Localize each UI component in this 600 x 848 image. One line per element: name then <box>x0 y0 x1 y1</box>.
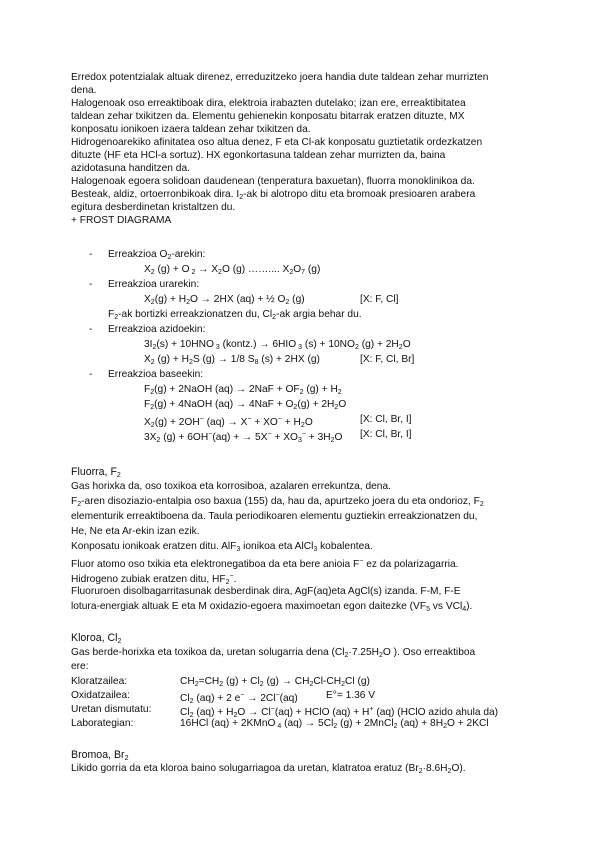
equation-water: $X_2(g) + H_2O \to 2HX$ (aq) + ½ $O_2$ (g) <box>144 294 305 306</box>
bromine-text: Likido gorria da eta kloroa baino solugarriagoa da uretan, klatratoa eratuz $(Br_2\cdot 8.6H_2O)$. <box>71 763 466 775</box>
intro-line: taldean zehar txikitzen da. Elementu gehienekin konposatu bitarrak eratzen dituzte, MX <box>71 111 465 122</box>
bullet-dash: - <box>89 369 93 380</box>
section-title-chlorine: Kloroa, $Cl_2$ <box>71 632 122 645</box>
potential-value: E°= 1.36 V <box>326 690 376 701</box>
equation-tag: [X: F, Cl, Br] <box>360 354 415 365</box>
fluorine-text: elementurik erreaktiboena da. Taula periodikoaren elementu guztiekin erreakzionatzen du, <box>71 511 478 522</box>
bullet-acids: Erreakzioa azidoekin: <box>108 324 206 335</box>
water-note: $F_2-ak$ bortizki erreakzionatzen du, $Cl_2-ak$ argia behar du. <box>108 309 362 321</box>
bullet-bases: Erreakzioa baseekin: <box>108 369 204 380</box>
fluorine-text: Fluor atomo oso txikia eta elektronegatiboa da eta bere anioia F− ez da polarizagarria. <box>71 558 459 570</box>
equation-oxygen: $X_2$ (g) + O $_2 \to X_2O$ (g) …….... $X_2O_7$ (g) <box>144 264 321 276</box>
fluorine-text: Hidrogeno zubiak eratzen ditu, $HF_2^-$. <box>71 573 237 586</box>
bullet-water: Erreakzioa urarekin: <box>108 279 200 290</box>
fluorine-text: Fluoruroen disolbagarritasunak desberdinak dira, AgF(aq)eta AgCl(s) izanda. F-M, F-E <box>71 586 461 597</box>
section-title-fluorine: Fluorra, $F_2$ <box>71 466 121 479</box>
fluorine-text: lotura-energiak altuak E eta M oxidazio-egoera maximoetan egon daitezke ($VF_5$ vs VCl$_4$). <box>71 601 473 613</box>
chlorine-reaction-label: Uretan dismutatu: <box>71 704 152 715</box>
equation-tag: [X: F, Cl] <box>360 294 399 305</box>
intro-line: Halogenoak egoera solidoan daudenean (tenperatura baxuetan), fluorra monoklinikoa da. <box>71 176 475 187</box>
chlorine-reaction-label: Oxidatzailea: <box>71 690 130 701</box>
chlorine-text: Gas berde-horixka eta toxikoa da, uretan solugarria dena ($Cl_2\cdot 7.25H_2O$ ). Oso erreaktiboa <box>71 647 476 659</box>
intro-line: konposatu ionikoen izaera taldean zehar txikitzen da. <box>71 124 311 135</box>
chlorine-reaction: $CH_2=CH_2$ $(g) + Cl_2$ $(g) \to CH_2Cl-CH_2Cl$ (g) <box>180 676 370 688</box>
intro-line: egitura desberdinetan kristaltzen du. <box>71 202 236 213</box>
intro-line: Erredox potentzialak altuak direnez, erreduzitzeko joera handia dute taldean zehar murrizten <box>71 72 489 83</box>
chlorine-text: ere: <box>71 661 89 672</box>
equation-base-1: $F_2(g)$ + 2NaOH $(aq) \to 2NaF + OF_2$ $(g) + H_2$ <box>144 384 342 396</box>
intro-line: dituzte (HF eta HCl-a sortuz). HX egonkortasuna taldean zehar murrizten da, baina <box>71 150 446 161</box>
bullet-dash: - <box>89 249 93 260</box>
intro-line: Besteak, aldiz, ortoerronbikoak dira. $I_2-ak$ bi alotropo ditu eta bromoak presioaren arabera <box>71 189 476 201</box>
equation-tag: [X: Cl, Br, I] <box>360 414 412 425</box>
frost-diagram-note: + FROST DIAGRAMA <box>71 215 172 226</box>
bullet-dash: - <box>89 279 93 290</box>
chlorine-reaction-label: Laborategian: <box>71 718 134 729</box>
section-title-bromine: Bromoa, $Br_2$ <box>71 749 129 762</box>
equation-base-2: $F_2(g)$ + 4NaOH $(aq) \to 4NaF + O_2(g) + 2H_2O$ <box>144 399 347 411</box>
equation-base-4: $3X_2$ (g) + 6OH−(aq) + → $5X^- + XO_3^- + 3H_2O$ <box>144 431 343 444</box>
chlorine-reaction: $Cl_2$ $(aq) + H_2O \to Cl^-(aq)$ + HClO (aq) + H+ (aq) (HClO azido ahula da) <box>180 706 499 719</box>
intro-line: Hidrogenoarekiko afinitatea oso altua denez, F eta Cl-ak konposatu guztietatik ordezkatzen <box>71 137 483 148</box>
equation-acid-2: $X_2$ $(g) + H_2S$ (g) → 1/8 $S_8$ (s) + 2HX (g) <box>144 354 320 366</box>
equation-base-3: $X_2(g) + 2OH^-$ $(aq) \to X^- + XO^- + H_2O$ <box>144 416 313 429</box>
fluorine-text: He, Ne eta Ar-ekin izan ezik. <box>71 526 200 537</box>
equation-tag: [X: Cl, Br, I] <box>360 429 412 440</box>
intro-line: dena. <box>71 85 97 96</box>
intro-line: azidotasuna handitzen da. <box>71 163 190 174</box>
chlorine-reaction: 16HCl (aq) + 2KMnO $_4$ $(aq) \to 5Cl_2$ (g) + 2MnCl$_2$ $(aq) + 8H_2O + 2KCl$ <box>180 718 489 730</box>
bullet-oxygen: Erreakzioa $O_2$-arekin: <box>108 249 206 261</box>
chlorine-reaction-label: Kloratzailea: <box>71 676 128 687</box>
fluorine-text: Konposatu ionikoak eratzen ditu. AlF$_3$ ionikoa eta AlCl$_3$ kobalentea. <box>71 541 373 553</box>
fluorine-text: Gas horixka da, oso toxikoa eta korrosiboa, azalaren errekuntza, dena. <box>71 481 391 492</box>
equation-acid-1: $3I_2(s) + 10HNO$ $_3$ (kontz.) → 6HIO $_3$ $(s) + 10NO_2$ $(g) + 2H_2O$ <box>144 339 411 351</box>
intro-line: Halogenoak oso erreaktiboak dira, elektroia irabazten dutelako; izan ere, erreaktibitatea <box>71 98 466 109</box>
fluorine-text: $F_2$-aren disoziazio-entalpia oso baxua (155) da, hau da, apurtzeko joera du eta ondorioz, $F_2$ <box>71 496 484 508</box>
chlorine-reaction: $Cl_2$ (aq) + 2 e− → 2Cl−(aq) <box>180 692 298 705</box>
bullet-dash: - <box>89 324 93 335</box>
